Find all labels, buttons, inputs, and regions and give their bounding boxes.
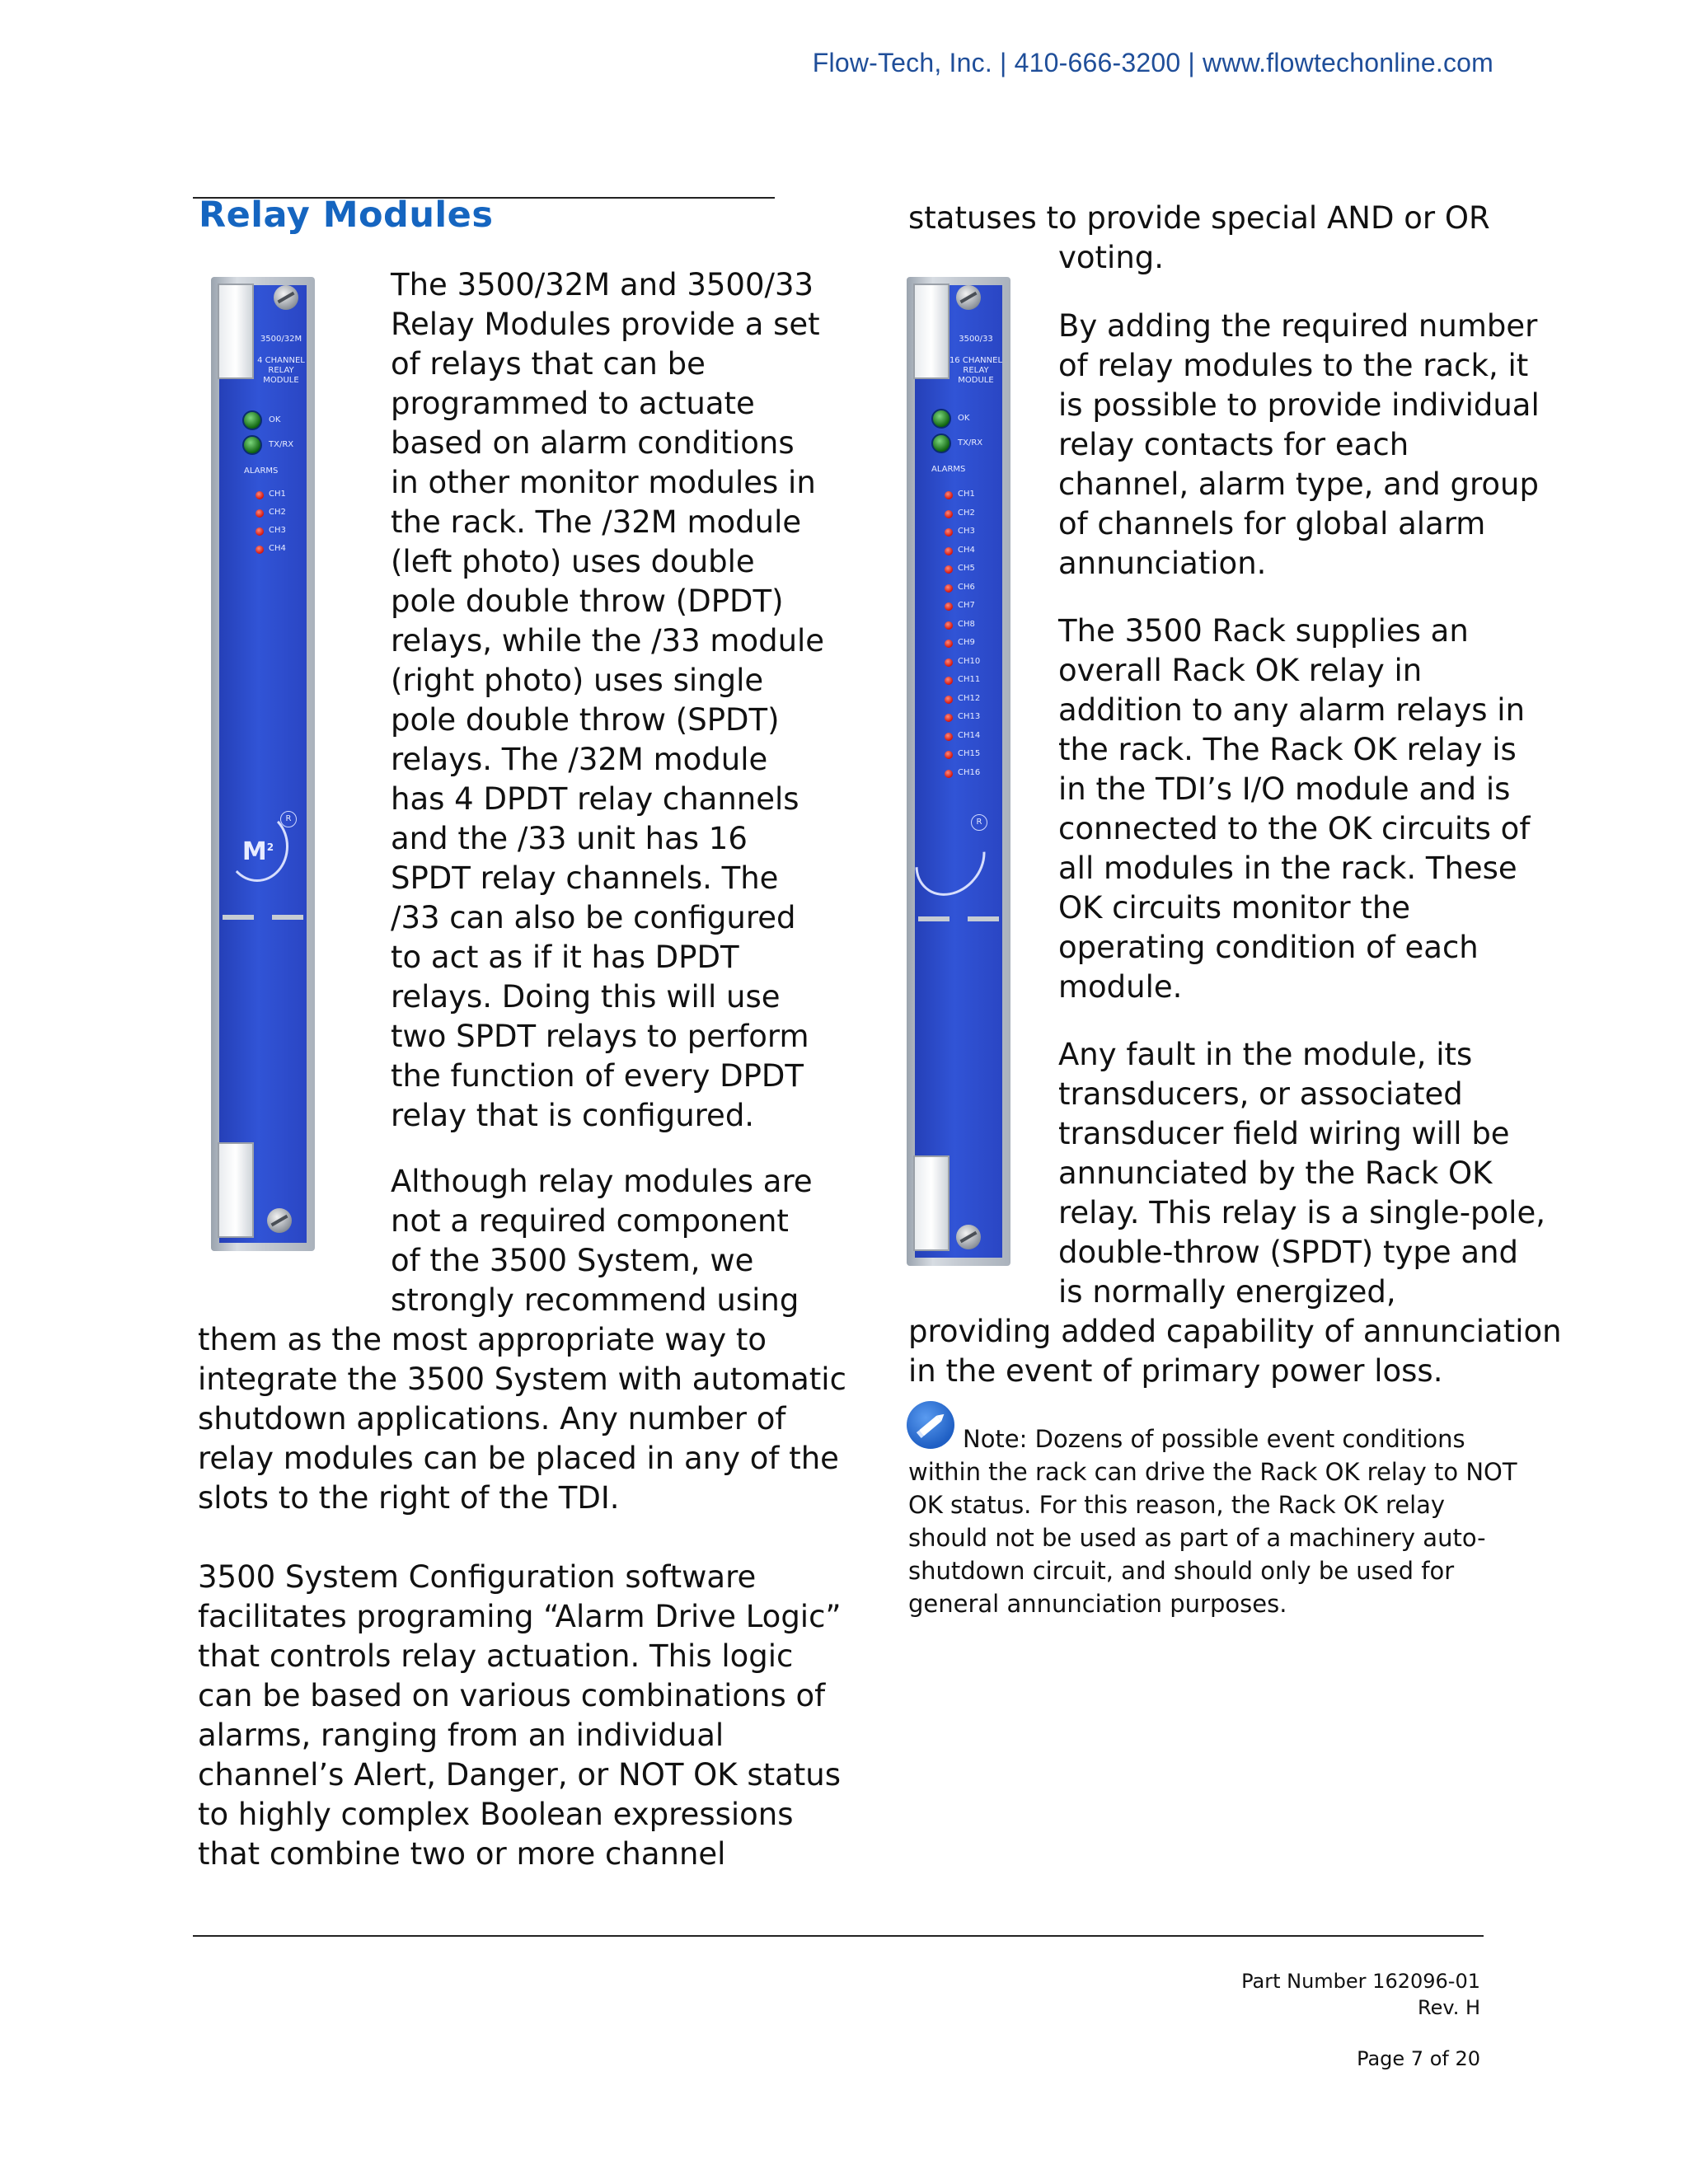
channel-label: CH15	[958, 749, 981, 758]
ok-led-label: OK	[958, 414, 970, 423]
channel-alarm-led	[256, 491, 264, 499]
text-line: relay contacts for each	[1058, 427, 1409, 462]
right-paragraph-2	[1058, 612, 1530, 1007]
text-line: (left photo) uses double	[391, 544, 755, 579]
text-line: transducer field wiring will be	[1058, 1116, 1510, 1151]
text-line: not a required component	[391, 1203, 789, 1239]
text-line: double-throw (SPDT) type and	[1058, 1235, 1519, 1270]
footer-rule	[193, 1935, 1484, 1937]
text-line: connected to the OK circuits of	[1058, 811, 1531, 846]
right-paragraph-3	[908, 1312, 1562, 1391]
txrx-led-label: TX/RX	[269, 440, 294, 449]
note-line: shutdown circuit, and should only be used for	[908, 1557, 1455, 1585]
module-slot	[272, 915, 303, 920]
text-line: (right photo) uses single	[391, 663, 764, 698]
module-top-handle	[913, 284, 950, 379]
ok-led-label: OK	[269, 415, 281, 424]
header-contact: Flow-Tech, Inc. | 410-666-3200 | www.flowtechonline.com	[812, 48, 1493, 77]
registered-mark: R	[971, 814, 987, 831]
footer-revision: Rev. H	[1417, 1996, 1480, 2019]
text-line: module.	[1058, 969, 1183, 1005]
text-line: facilitates programing “Alarm Drive Logic”	[198, 1599, 842, 1634]
text-line: of relay modules to the rack, it	[1058, 348, 1529, 383]
channel-alarm-led	[945, 640, 953, 648]
text-line: channel’s Alert, Danger, or NOT OK status	[198, 1757, 842, 1793]
module-type-line: 16 CHANNEL	[949, 356, 1003, 365]
left-paragraph-2-indented	[391, 1162, 813, 1320]
relay-module-3500-32m-photo	[211, 277, 315, 1251]
footer-page-number: Page 7 of 20	[1357, 2047, 1480, 2070]
text-line: of relays that can be	[391, 346, 706, 382]
left-paragraph-2	[198, 1320, 846, 1518]
channel-alarm-led	[945, 714, 953, 722]
module-type-line: RELAY	[963, 366, 989, 375]
text-line: is possible to provide individual	[1058, 387, 1540, 423]
module-top-handle	[218, 284, 254, 379]
text-line: is normally energized,	[1058, 1274, 1396, 1310]
channel-label: CH1	[958, 490, 975, 499]
text-line: relays, while the /33 module	[391, 623, 825, 658]
channel-alarm-led	[945, 621, 953, 630]
channel-label: CH13	[958, 712, 981, 721]
registered-mark: R	[280, 811, 297, 827]
right-paragraph-3-indented	[1058, 1035, 1545, 1312]
text-line: them as the most appropriate way to	[198, 1322, 767, 1357]
text-line: to act as if it has DPDT	[391, 940, 739, 975]
channel-alarm-led	[945, 677, 953, 685]
text-line: the rack. The /32M module	[391, 504, 802, 540]
text-line: all modules in the rack. These	[1058, 851, 1517, 886]
module-bottom-screw	[267, 1208, 292, 1233]
alarms-label: ALARMS	[244, 466, 279, 476]
ok-led	[242, 410, 262, 430]
text-line: 3500 System Configuration software	[198, 1559, 757, 1595]
channel-label: CH4	[269, 544, 286, 553]
txrx-led-label: TX/RX	[958, 438, 983, 448]
channel-alarm-led	[945, 491, 953, 499]
text-line: operating condition of each	[1058, 930, 1479, 965]
channel-label: CH12	[958, 693, 981, 703]
text-line: in the TDI’s I/O module and is	[1058, 771, 1511, 807]
text-line: integrate the 3500 System with automatic	[198, 1361, 846, 1397]
footer-part-number: Part Number 162096-01	[1241, 1970, 1480, 1993]
channel-label: CH3	[958, 527, 975, 536]
channel-label: CH7	[958, 601, 975, 610]
text-line: Relay Modules provide a set	[391, 307, 820, 342]
text-line: overall Rack OK relay in	[1058, 653, 1423, 688]
channel-label: CH14	[958, 730, 981, 740]
note-first-line: Note: Dozens of possible event conditions	[963, 1425, 1465, 1453]
channel-alarm-led	[256, 509, 264, 518]
text-line: Any fault in the module, its	[1058, 1037, 1473, 1072]
text-line: annunciated by the Rack OK	[1058, 1155, 1493, 1191]
right-continuation-line: statuses to provide special AND or OR	[908, 200, 1490, 236]
text-line: based on alarm conditions	[391, 425, 795, 461]
module-type-line: MODULE	[958, 376, 994, 385]
text-line: SPDT relay channels. The	[391, 860, 779, 896]
text-line: slots to the right of the TDI.	[198, 1480, 620, 1516]
channel-label: CH9	[958, 638, 975, 647]
text-line: addition to any alarm relays in	[1058, 692, 1526, 728]
channel-alarm-led	[945, 584, 953, 593]
module-slot	[918, 916, 950, 921]
text-line: By adding the required number	[1058, 308, 1538, 344]
channel-label: CH2	[269, 508, 286, 517]
note-line: should not be used as part of a machinery auto-	[908, 1524, 1486, 1552]
channel-alarm-led	[945, 658, 953, 667]
text-line: to highly complex Boolean expressions	[198, 1797, 794, 1832]
left-paragraph-1	[391, 265, 824, 1136]
text-line: channel, alarm type, and group	[1058, 466, 1539, 502]
left-paragraph-3	[198, 1558, 842, 1874]
channel-alarm-led	[945, 696, 953, 704]
note-body	[908, 1455, 1517, 1620]
section-title: Relay Modules	[199, 194, 494, 236]
note-line: general annunciation purposes.	[908, 1590, 1287, 1618]
text-line: relays. Doing this will use	[391, 979, 781, 1015]
text-line: annunciation.	[1058, 546, 1267, 581]
channel-label: CH16	[958, 767, 981, 777]
text-line: and the /33 unit has 16	[391, 821, 748, 856]
text-line: relay. This relay is a single-pole,	[1058, 1195, 1545, 1230]
channel-alarm-led	[945, 528, 953, 537]
text-line: two SPDT relays to perform	[391, 1019, 809, 1054]
text-line: relay that is configured.	[391, 1098, 755, 1133]
txrx-led	[242, 435, 262, 455]
text-line: relay modules can be placed in any of the	[198, 1441, 839, 1476]
text-line: in the event of primary power loss.	[908, 1353, 1443, 1389]
text-line: pole double throw (DPDT)	[391, 583, 784, 619]
module-type-line: MODULE	[263, 376, 299, 385]
txrx-led	[931, 434, 951, 453]
text-line: alarms, ranging from an individual	[198, 1718, 724, 1753]
channel-alarm-led	[945, 565, 953, 574]
channel-label: CH4	[958, 545, 975, 555]
channel-alarm-led	[256, 527, 264, 536]
channel-alarm-led	[945, 510, 953, 518]
module-bottom-handle	[913, 1155, 950, 1251]
text-line: shutdown applications. Any number of	[198, 1401, 786, 1436]
module-slot	[223, 915, 254, 920]
text-line: transducers, or associated	[1058, 1076, 1463, 1112]
text-line: that combine two or more channel	[198, 1836, 726, 1872]
right-paragraph-1	[1058, 307, 1540, 583]
text-line: Although relay modules are	[391, 1164, 813, 1199]
text-line: in other monitor modules in	[391, 465, 816, 500]
text-line: of the 3500 System, we	[391, 1243, 754, 1278]
module-bottom-screw	[956, 1225, 981, 1249]
text-line: can be based on various combinations of	[198, 1678, 826, 1713]
module-slot	[968, 916, 999, 921]
text-line: has 4 DPDT relay channels	[391, 781, 799, 817]
text-line: providing added capability of annunciation	[908, 1314, 1562, 1349]
channel-label: CH11	[958, 675, 981, 684]
pencil-note-icon	[907, 1401, 954, 1449]
text-line: relays. The /32M module	[391, 742, 768, 777]
module-top-screw	[956, 285, 981, 310]
ok-led	[931, 409, 951, 429]
module-type-line: RELAY	[268, 366, 294, 375]
module-type-line: 4 CHANNEL	[257, 356, 305, 365]
channel-alarm-led	[945, 733, 953, 741]
text-line: the rack. The Rack OK relay is	[1058, 732, 1517, 767]
module-model-label: 3500/32M	[260, 335, 302, 344]
note-line: within the rack can drive the Rack OK relay to NOT	[908, 1458, 1517, 1486]
channel-label: CH8	[958, 619, 975, 629]
channel-label: CH10	[958, 656, 981, 666]
m2-logo-text: $M^2$	[241, 837, 274, 866]
module-model-label: 3500/33	[959, 335, 993, 344]
channel-label: CH2	[958, 508, 975, 518]
module-faceplate	[219, 285, 307, 1243]
channel-alarm-led	[945, 770, 953, 778]
alarms-label: ALARMS	[931, 465, 966, 474]
channel-alarm-led	[945, 751, 953, 759]
relay-module-3500-33-photo	[907, 277, 1010, 1266]
channel-alarm-led	[256, 546, 264, 554]
channel-label: CH6	[958, 582, 975, 592]
module-bottom-handle	[218, 1142, 254, 1238]
channel-label: CH5	[958, 564, 975, 573]
text-line: of channels for global alarm	[1058, 506, 1486, 541]
text-line: the function of every DPDT	[391, 1058, 804, 1094]
text-line: OK circuits monitor the	[1058, 890, 1411, 926]
text-line: The 3500/32M and 3500/33	[391, 267, 814, 302]
text-line: strongly recommend using	[391, 1282, 799, 1318]
text-line: that controls relay actuation. This logic	[198, 1638, 794, 1674]
channel-label: CH1	[269, 490, 286, 499]
right-continuation-line: voting.	[1058, 240, 1165, 275]
module-top-screw	[274, 285, 298, 310]
channel-alarm-led	[945, 602, 953, 611]
text-line: pole double throw (SPDT)	[391, 702, 780, 738]
note-line: OK status. For this reason, the Rack OK relay	[908, 1491, 1446, 1519]
text-line: programmed to actuate	[391, 386, 755, 421]
channel-label: CH3	[269, 526, 286, 535]
text-line: The 3500 Rack supplies an	[1058, 613, 1469, 649]
channel-alarm-led	[945, 547, 953, 555]
text-line: /33 can also be configured	[391, 900, 796, 935]
